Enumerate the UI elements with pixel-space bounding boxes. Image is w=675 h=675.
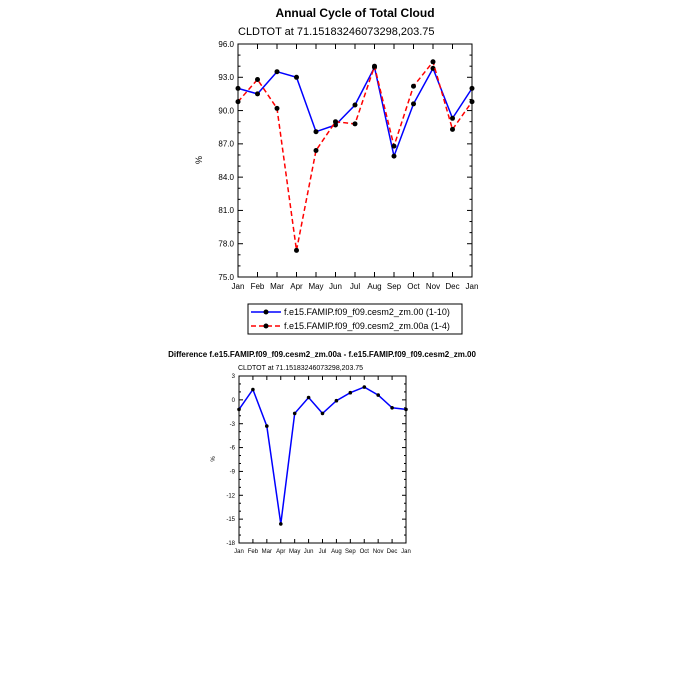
x-tick-label: Jan (401, 549, 411, 555)
series-1-point (411, 101, 416, 106)
series-1-point (390, 406, 394, 410)
series-1-point (294, 75, 299, 80)
y-tick-label: -18 (226, 541, 235, 548)
x-tick-label: Mar (270, 282, 284, 291)
x-tick-label: Apr (290, 282, 303, 291)
y-tick-label: 87.0 (218, 139, 234, 149)
series-1-point (335, 399, 339, 403)
x-tick-label: Aug (367, 282, 382, 291)
series-2-point (372, 64, 377, 69)
series-1-point (404, 408, 408, 412)
x-tick-label: Jan (231, 282, 245, 291)
series-1-point (376, 393, 380, 397)
series-2-point (294, 248, 299, 253)
y-tick-label: -15 (226, 517, 235, 524)
series-line-1 (239, 387, 406, 524)
x-tick-label: Jul (349, 282, 361, 291)
legend-label-series-1: f.e15.FAMIP.f09_f09.cesm2_zm.00 (1-10) (284, 307, 450, 317)
series-2-point (314, 148, 319, 153)
series-1-point (275, 69, 280, 74)
series-line-2 (238, 62, 472, 251)
y-tick-label: 90.0 (218, 106, 234, 116)
y-tick-label: 75.0 (218, 272, 234, 282)
chart-subtitle: CLDTOT at 71.15183246073298,203.75 (238, 26, 435, 38)
series-line-1 (238, 67, 472, 156)
x-tick-label: Jul (318, 549, 327, 555)
series-1-point (349, 391, 353, 395)
diff-y-axis-label: % (211, 456, 217, 462)
series-1-point (293, 412, 297, 416)
x-tick-label: Jun (329, 282, 342, 291)
chart-plot-area (218, 40, 478, 291)
x-tick-label: Feb (250, 282, 265, 291)
x-tick-label: May (288, 549, 301, 555)
x-tick-label: Feb (247, 549, 259, 555)
legend (248, 304, 462, 334)
legend-label-series-2: f.e15.FAMIP.f09_f09.cesm2_zm.00a (1-4) (284, 321, 450, 331)
x-tick-label: Jan (465, 282, 479, 291)
series-1-point (353, 103, 358, 108)
plot-frame (239, 376, 406, 543)
x-tick-label: Mar (261, 549, 273, 555)
x-tick-label: Oct (407, 282, 420, 291)
series-2-point (353, 121, 358, 126)
x-tick-label: May (308, 282, 324, 291)
diff-chart-subtitle: CLDTOT at 71.15183246073298,203.75 (238, 365, 364, 372)
series-1-point (236, 86, 241, 91)
series-1-point (237, 408, 241, 412)
series-1-point (392, 154, 397, 159)
diff-chart-plot-area (226, 374, 411, 555)
y-tick-label: 96.0 (218, 39, 234, 49)
y-tick-label: 3 (231, 374, 235, 381)
x-tick-label: Apr (276, 549, 286, 555)
series-2-point (392, 144, 397, 149)
x-tick-label: Dec (386, 549, 398, 555)
series-2-point (255, 77, 260, 82)
series-2-point (333, 119, 338, 124)
series-1-point (314, 129, 319, 134)
x-tick-label: Dec (445, 282, 460, 291)
series-2-point (411, 84, 416, 89)
y-tick-label: -6 (229, 445, 235, 452)
series-1-point (251, 388, 255, 392)
y-tick-label: 93.0 (218, 73, 234, 83)
y-tick-label: 84.0 (218, 172, 234, 182)
y-axis-label: % (194, 155, 204, 165)
x-tick-label: Nov (425, 282, 441, 291)
diff-chart-title: Difference f.e15.FAMIP.f09_f09.cesm2_zm.00a - f.e15.FAMIP.f09_f09.cesm2_zm.00 (168, 350, 476, 359)
x-tick-label: Nov (372, 549, 384, 555)
y-tick-label: 81.0 (218, 206, 234, 216)
series-2-point (431, 59, 436, 64)
series-1-point (363, 385, 367, 389)
x-tick-label: Jan (234, 549, 244, 555)
legend-marker-blue (264, 310, 269, 315)
legend-marker-red (264, 324, 269, 329)
y-tick-label: -9 (229, 469, 235, 476)
y-tick-label: 0 (231, 397, 235, 404)
y-tick-label: -3 (229, 421, 235, 428)
x-tick-label: Aug (331, 549, 342, 555)
y-tick-label: 78.0 (218, 239, 234, 249)
x-tick-label: Jun (303, 549, 314, 555)
series-2-point (450, 127, 455, 132)
series-1-point (265, 424, 269, 428)
series-2-point (470, 99, 475, 104)
series-1-point (307, 396, 311, 400)
series-2-point (275, 106, 280, 111)
series-1-point (450, 116, 455, 121)
series-1-point (321, 412, 325, 416)
x-tick-label: Sep (344, 549, 356, 555)
series-2-point (236, 99, 241, 104)
x-tick-label: Sep (386, 282, 402, 291)
series-1-point (279, 522, 283, 526)
y-tick-label: -12 (226, 493, 235, 500)
series-1-point (470, 86, 475, 91)
x-tick-label: Oct (359, 549, 369, 555)
series-1-point (255, 91, 260, 96)
chart-title: Annual Cycle of Total Cloud (275, 6, 435, 20)
